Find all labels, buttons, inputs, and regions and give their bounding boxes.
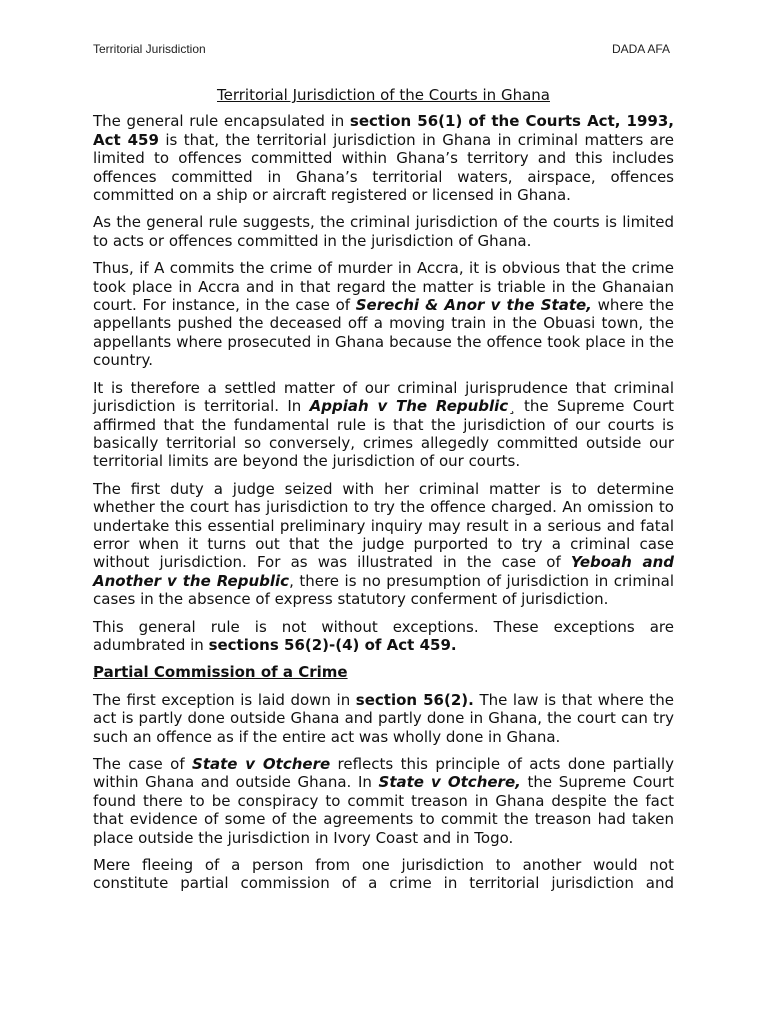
text: It is therefore a settled matter of our criminal jurisprudence that criminal jurisdiction is territorial. In [93, 378, 674, 416]
text: This general rule is not without exceptions. These exceptions are adumbrated in [93, 617, 674, 654]
case-citation: Yeboah and Another v the Republic [93, 553, 674, 590]
header-right: DADA AFA [611, 42, 670, 56]
text: where the appellants pushed the deceased off a moving train in the Obuasi town, the appellants where prosecuted in Ghana because the offence took place in the country. [93, 296, 674, 370]
header-left: Territorial Jurisdiction [93, 42, 206, 56]
text: , there is no presumption of jurisdiction in criminal cases in the absence of express statutory conferment of jurisdiction. [93, 571, 674, 609]
text: Thus, if A commits the crime of murder in Accra, it is obvious that the crime took place in Accra and in that regard the matter is triable in the Ghanaian court. For instance, in the case of [93, 259, 674, 315]
section-heading: Partial Commission of a Crime [93, 663, 348, 682]
text: The general rule encapsulated in [93, 112, 350, 131]
text: The law is that where the act is partly done outside Ghana and partly done in Ghana, the court can try such an offence as if the entire act was wholly done in Ghana. [93, 690, 675, 746]
case-citation: State v Otchere, [378, 773, 521, 792]
case-citation: Appiah v The Republic [309, 397, 509, 416]
paragraph-3 [93, 259, 674, 369]
paragraph-5 [93, 480, 674, 609]
text: The first duty a judge seized with her criminal matter is to determine whether the court has jurisdiction to try the offence charged. An omission to undertake this essential preliminary inquiry may result in a serious and fatal error when it turns out that the judge purported to try a criminal case without jurisdiction. For as was illustrated in the case of [93, 479, 674, 572]
document-body [93, 86, 674, 902]
paragraph-1 [93, 112, 674, 204]
statute-reference: sections 56(2)-(4) of Act 459. [208, 635, 457, 654]
statute-reference: section 56(1) of the Courts Act, 1993, Act 459 [93, 112, 674, 149]
paragraph-6 [93, 618, 674, 655]
text: is that, the territorial jurisdiction in Ghana in criminal matters are limited to offences committed within Ghana’s territory and this includes offences committed in Ghana’s territorial waters, airspace, offences committed on a ship or aircraft registered or licensed in Ghana. [93, 130, 674, 205]
paragraph-8 [93, 755, 674, 847]
text: The case of [93, 755, 193, 773]
case-citation: Serechi & Anor v the State, [355, 296, 592, 315]
case-citation: State v Otchere [192, 755, 331, 773]
statute-reference: section 56(2). [355, 690, 474, 709]
text: the Supreme Court found there to be conspiracy to commit treason in Ghana despite the fact that evidence of some of the agreements to commit the treason had taken place outside the jurisdiction in Ivory Coast and in Togo. [93, 773, 674, 847]
paragraph-2: As the general rule suggests, the criminal jurisdiction of the courts is limited to acts or offences committed in the jurisdiction of Ghana. [93, 213, 674, 250]
paragraph-7 [93, 691, 674, 746]
text: reflects this principle of acts done partially within Ghana and outside Ghana. In [93, 755, 674, 792]
text: The first exception is laid down in [93, 690, 356, 709]
page-header [93, 42, 670, 56]
paragraph-9: Mere fleeing of a person from one jurisdiction to another would not constitute partial commission of a crime in territorial jurisdiction and [93, 856, 674, 893]
text: ¸ the Supreme Court affirmed that the fundamental rule is that the jurisdiction of our courts is basically territorial so conversely, crimes allegedly committed outside our territorial limits are beyond the jurisdiction of our courts. [93, 397, 674, 471]
document-title: Territorial Jurisdiction of the Courts in Ghana [217, 86, 550, 104]
paragraph-4 [93, 379, 674, 471]
